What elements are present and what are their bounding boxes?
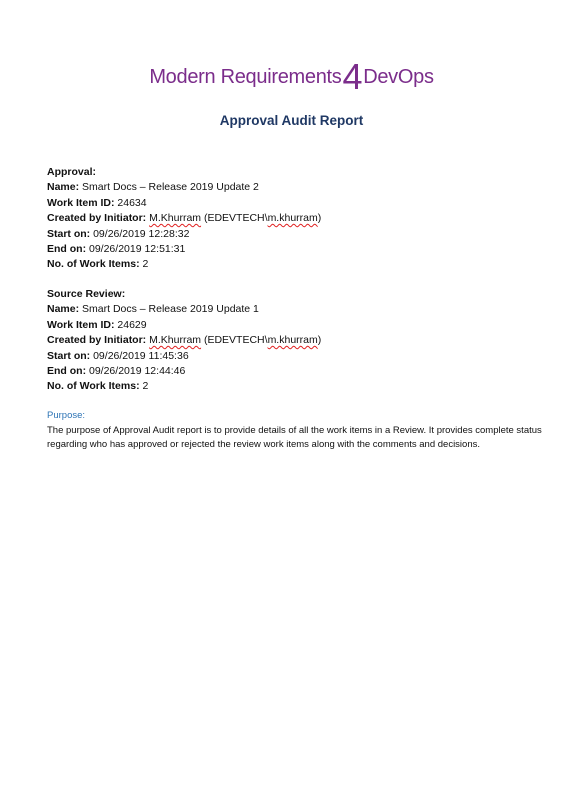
approval-end-label: End on: [47, 243, 87, 256]
approval-count-value: 2 [142, 258, 149, 271]
source-review-end-value: 09/26/2019 12:44:46 [89, 365, 186, 378]
approval-start-value: 09/26/2019 12:28:32 [93, 227, 190, 240]
source-review-count-label: No. of Work Items: [47, 380, 140, 393]
approval-count-row [47, 257, 547, 272]
purpose-text: The purpose of Approval Audit report is to provide details of all the work items in a Review. It provides complete status regarding who has approved or rejected the review work items along with the comments and decisions. [47, 425, 542, 450]
source-review-initiator-domain: (EDEVTECH\ [203, 334, 268, 347]
approval-section [47, 165, 547, 273]
approval-work-item-value: 24634 [117, 196, 147, 209]
approval-name-row [47, 180, 547, 195]
approval-initiator-row [47, 211, 547, 226]
approval-name-value: Smart Docs – Release 2019 Update 2 [82, 181, 259, 194]
purpose-heading: Purpose: [47, 410, 86, 421]
approval-initiator-close: ) [317, 212, 322, 225]
source-review-initiator-user: m.khurram [267, 334, 318, 347]
source-review-start-row [47, 349, 547, 364]
logo-text-four: 4 [342, 56, 363, 97]
approval-name-label: Name: [47, 181, 80, 194]
approval-initiator-domain: (EDEVTECH\ [203, 212, 268, 225]
source-review-count-row [47, 379, 547, 394]
source-review-work-item-value: 24629 [117, 318, 147, 331]
approval-initiator-user: m.khurram [267, 212, 318, 225]
source-review-initiator-label: Created by Initiator: [47, 334, 147, 347]
approval-work-item-label: Work Item ID: [47, 196, 115, 209]
approval-start-row [47, 227, 547, 242]
report-title: Approval Audit Report [219, 113, 364, 128]
approval-heading: Approval: [47, 166, 97, 178]
approval-count-label: No. of Work Items: [47, 258, 140, 271]
source-review-name-value: Smart Docs – Release 2019 Update 1 [82, 303, 259, 316]
approval-end-value: 09/26/2019 12:51:31 [89, 243, 186, 256]
source-review-initiator-row [47, 333, 547, 348]
approval-initiator-name: M.Khurram [149, 212, 202, 225]
source-review-section [47, 287, 547, 395]
approval-work-item-row [47, 196, 547, 211]
source-review-start-value: 09/26/2019 11:45:36 [93, 349, 189, 362]
source-review-count-value: 2 [142, 380, 149, 393]
source-review-work-item-row [47, 318, 547, 333]
source-review-initiator-name: M.Khurram [149, 334, 202, 347]
approval-initiator-label: Created by Initiator: [47, 212, 147, 225]
source-review-heading: Source Review: [47, 288, 126, 300]
source-review-name-row [47, 302, 547, 317]
logo-text-modern-requirements: Modern Requirements [149, 66, 342, 88]
source-review-initiator-close: ) [317, 334, 322, 347]
brand-logo [0, 56, 583, 97]
approval-start-label: Start on: [47, 227, 91, 240]
source-review-start-label: Start on: [47, 349, 91, 362]
source-review-name-label: Name: [47, 303, 80, 316]
logo-text-devops: DevOps [363, 66, 434, 88]
source-review-work-item-label: Work Item ID: [47, 318, 115, 331]
approval-end-row [47, 242, 547, 257]
source-review-end-row [47, 364, 547, 379]
source-review-end-label: End on: [47, 365, 87, 378]
